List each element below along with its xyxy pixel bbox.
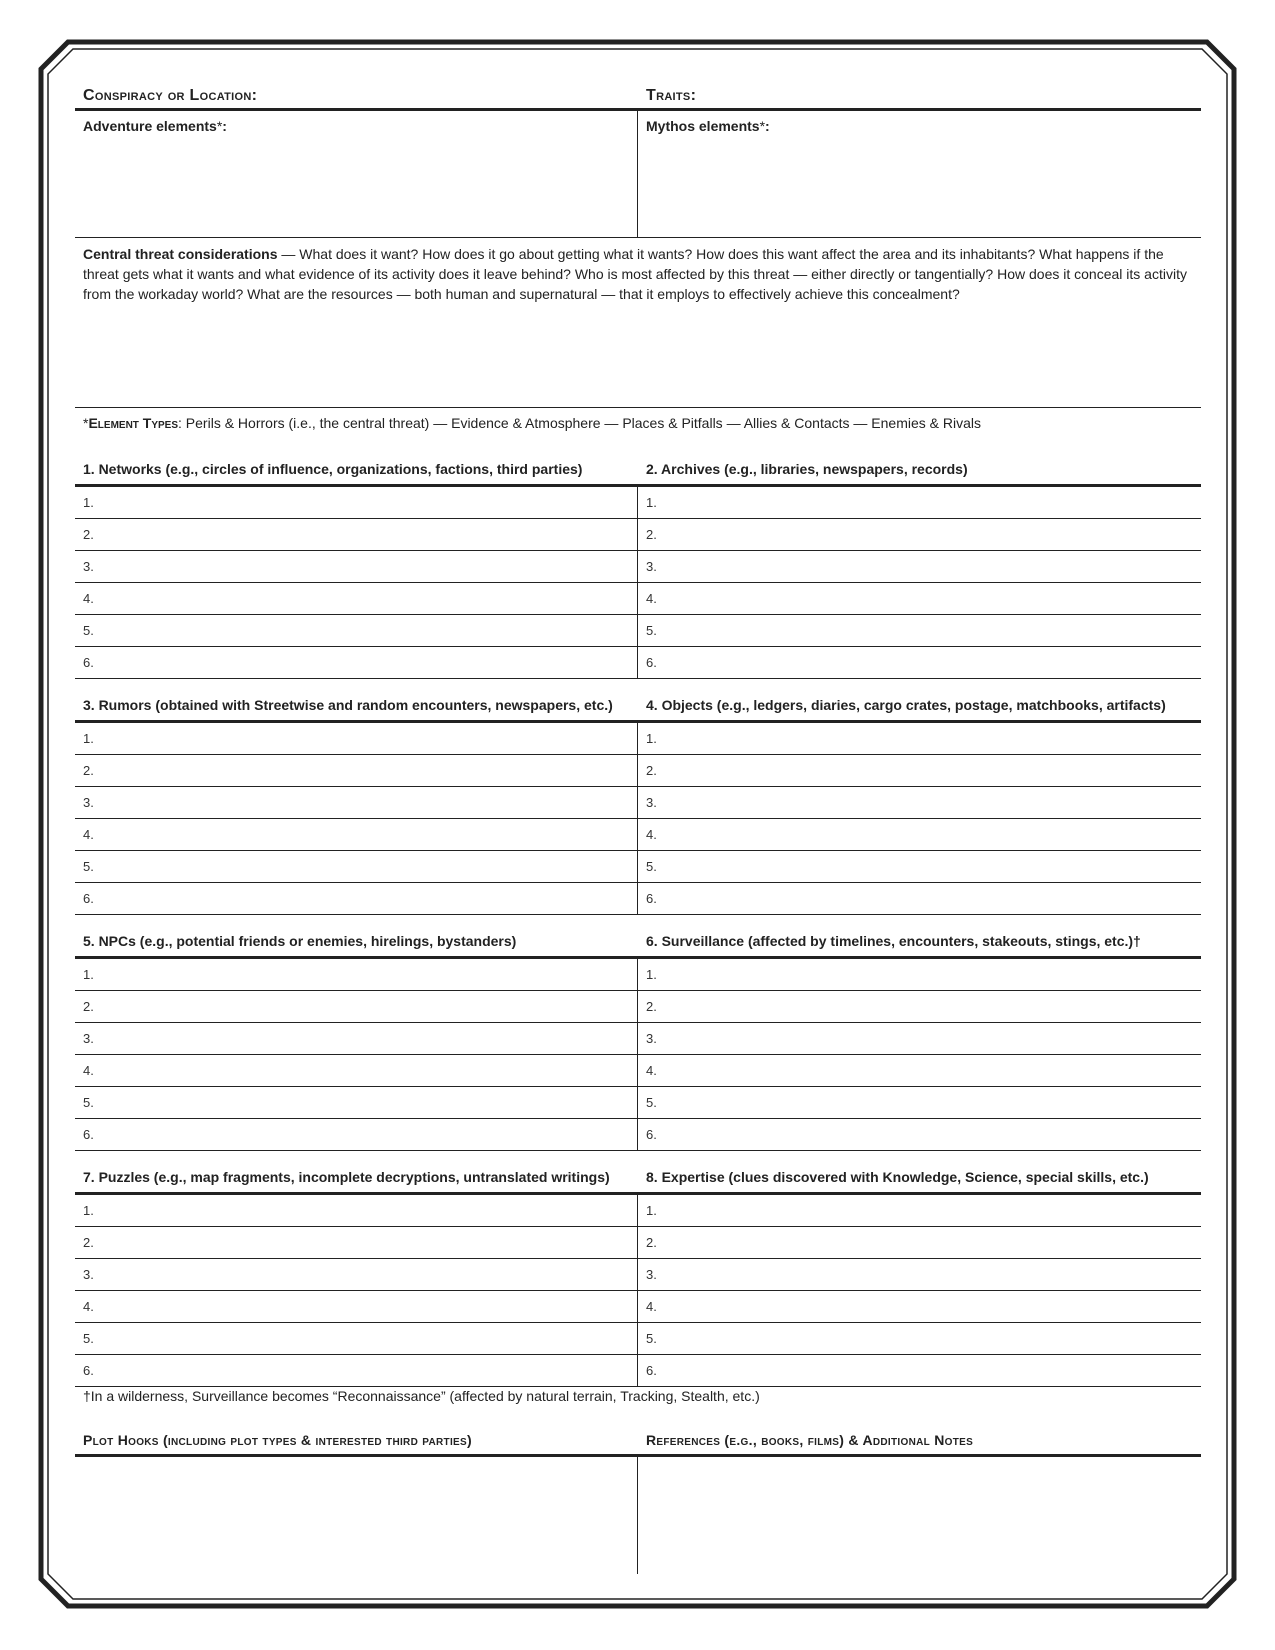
- list-item[interactable]: [75, 1023, 638, 1055]
- list-item[interactable]: [75, 851, 638, 883]
- list-item[interactable]: [75, 787, 638, 819]
- row-number: 1.: [83, 1203, 94, 1218]
- section-title: 6. Surveillance (affected by timelines, encounters, stakeouts, stings, etc.)†: [646, 933, 1141, 949]
- elements-rule: [75, 237, 1201, 238]
- row-number: 1.: [646, 495, 657, 510]
- row-number: 5.: [646, 859, 657, 874]
- list-item[interactable]: [75, 615, 638, 647]
- row-number: 3.: [83, 559, 94, 574]
- list-item[interactable]: [75, 1227, 638, 1259]
- row-number: 5.: [646, 1331, 657, 1346]
- row-number: 2.: [646, 999, 657, 1014]
- references-label: References (e.g., books, films) & Additional Notes: [646, 1432, 974, 1448]
- section-title: 5. NPCs (e.g., potential friends or enemies, hirelings, bystanders): [83, 933, 517, 949]
- list-item[interactable]: [638, 959, 1201, 991]
- row-number: 4.: [646, 1299, 657, 1314]
- row-number: 2.: [646, 527, 657, 542]
- list-item[interactable]: [75, 1087, 638, 1119]
- row-number: 2.: [83, 527, 94, 542]
- section-title: 2. Archives (e.g., libraries, newspapers, records): [646, 461, 968, 477]
- row-number: 6.: [646, 1363, 657, 1378]
- central-threat-field[interactable]: [80, 310, 1198, 405]
- mythos-elements-label: Mythos elements*:: [646, 118, 770, 134]
- row-number: 6.: [83, 891, 94, 906]
- row-number: 5.: [83, 1095, 94, 1110]
- list-item[interactable]: [75, 959, 638, 991]
- traits-label: Traits:: [646, 87, 697, 104]
- list-item[interactable]: [75, 1259, 638, 1291]
- row-number: 3.: [83, 1031, 94, 1046]
- row-number: 6.: [83, 1127, 94, 1142]
- row-number: 1.: [83, 731, 94, 746]
- row-number: 6.: [83, 1363, 94, 1378]
- header-divider: [637, 111, 638, 237]
- row-number: 2.: [83, 763, 94, 778]
- list-item[interactable]: [638, 991, 1201, 1023]
- row-number: 4.: [83, 591, 94, 606]
- row-number: 1.: [83, 967, 94, 982]
- row-rule: [638, 914, 1201, 915]
- list-item[interactable]: [638, 1055, 1201, 1087]
- section-title: 1. Networks (e.g., circles of influence, organizations, factions, third parties): [83, 461, 583, 477]
- row-number: 5.: [83, 1331, 94, 1346]
- list-item[interactable]: [638, 883, 1201, 915]
- section-title: 4. Objects (e.g., ledgers, diaries, cargo crates, postage, matchbooks, artifacts): [646, 697, 1166, 713]
- mythos-elements-field[interactable]: [643, 140, 1198, 235]
- row-number: 5.: [83, 859, 94, 874]
- list-item[interactable]: [638, 487, 1201, 519]
- list-item[interactable]: [75, 583, 638, 615]
- list-item[interactable]: [75, 991, 638, 1023]
- list-item[interactable]: [638, 1259, 1201, 1291]
- list-item[interactable]: [75, 519, 638, 551]
- row-number: 1.: [646, 731, 657, 746]
- list-item[interactable]: [75, 647, 638, 679]
- list-item[interactable]: [638, 1355, 1201, 1387]
- row-number: 6.: [646, 655, 657, 670]
- row-number: 1.: [83, 495, 94, 510]
- section-title: 8. Expertise (clues discovered with Knowledge, Science, special skills, etc.): [646, 1169, 1149, 1185]
- section-title: 7. Puzzles (e.g., map fragments, incomplete decryptions, untranslated writings): [83, 1169, 610, 1185]
- list-item[interactable]: [75, 1195, 638, 1227]
- conspiracy-label: Conspiracy or Location:: [83, 87, 258, 104]
- list-item[interactable]: [638, 583, 1201, 615]
- row-number: 6.: [646, 1127, 657, 1142]
- references-field[interactable]: [643, 1462, 1198, 1570]
- list-item[interactable]: [638, 551, 1201, 583]
- list-item[interactable]: [638, 851, 1201, 883]
- list-item[interactable]: [75, 723, 638, 755]
- conspiracy-field[interactable]: [320, 84, 630, 106]
- row-number: 5.: [646, 623, 657, 638]
- traits-field[interactable]: [720, 84, 1200, 106]
- section-title: 3. Rumors (obtained with Streetwise and random encounters, newspapers, etc.): [83, 697, 613, 713]
- list-item[interactable]: [75, 1323, 638, 1355]
- row-rule: [638, 678, 1201, 679]
- row-number: 6.: [646, 891, 657, 906]
- list-item[interactable]: [638, 723, 1201, 755]
- row-number: 3.: [646, 795, 657, 810]
- header-rule: [75, 108, 1201, 111]
- list-item[interactable]: [75, 1119, 638, 1151]
- element-types-note: *Element Types: Perils & Horrors (i.e., the central threat) — Evidence & Atmosphere — Places & Pitfalls — Allies & Contacts — Enemies & Rivals: [83, 415, 981, 431]
- plot-hooks-field[interactable]: [80, 1462, 630, 1570]
- list-item[interactable]: [638, 819, 1201, 851]
- list-item[interactable]: [75, 551, 638, 583]
- surveillance-footnote: †In a wilderness, Surveillance becomes “Reconnaissance” (affected by natural terrain, Tracking, Stealth, etc.): [83, 1388, 760, 1404]
- row-number: 2.: [646, 1235, 657, 1250]
- row-number: 3.: [646, 1267, 657, 1282]
- row-number: 4.: [83, 1299, 94, 1314]
- row-number: 3.: [83, 795, 94, 810]
- list-item[interactable]: [75, 1291, 638, 1323]
- list-item[interactable]: [75, 1355, 638, 1387]
- footer-divider: [637, 1457, 638, 1574]
- list-item[interactable]: [638, 1087, 1201, 1119]
- list-item[interactable]: [638, 1227, 1201, 1259]
- row-number: 5.: [83, 623, 94, 638]
- row-rule: [638, 1150, 1201, 1151]
- adventure-elements-field[interactable]: [80, 140, 630, 235]
- plot-hooks-label: Plot Hooks (including plot types & interested third parties): [83, 1432, 472, 1448]
- list-item[interactable]: [75, 819, 638, 851]
- central-threat-rule: [75, 407, 1201, 408]
- list-item[interactable]: [638, 1291, 1201, 1323]
- list-item[interactable]: [75, 755, 638, 787]
- row-number: 4.: [646, 591, 657, 606]
- footer-rule: [75, 1454, 1201, 1457]
- list-item[interactable]: [638, 519, 1201, 551]
- list-item[interactable]: [75, 883, 638, 915]
- row-number: 2.: [83, 999, 94, 1014]
- row-number: 3.: [646, 559, 657, 574]
- list-item[interactable]: [638, 647, 1201, 679]
- adventure-elements-label: Adventure elements*:: [83, 118, 227, 134]
- row-rule: [75, 1150, 638, 1151]
- row-number: 6.: [83, 655, 94, 670]
- list-item[interactable]: [638, 1323, 1201, 1355]
- list-item[interactable]: [638, 1119, 1201, 1151]
- list-item[interactable]: [638, 755, 1201, 787]
- row-rule: [638, 1386, 1201, 1387]
- row-rule: [75, 914, 638, 915]
- row-rule: [75, 678, 638, 679]
- row-number: 5.: [646, 1095, 657, 1110]
- list-item[interactable]: [75, 1055, 638, 1087]
- row-number: 4.: [83, 827, 94, 842]
- row-number: 2.: [646, 763, 657, 778]
- row-number: 4.: [646, 1063, 657, 1078]
- row-number: 4.: [83, 1063, 94, 1078]
- list-item[interactable]: [638, 1195, 1201, 1227]
- list-item[interactable]: [638, 1023, 1201, 1055]
- list-item[interactable]: [638, 615, 1201, 647]
- row-number: 3.: [83, 1267, 94, 1282]
- central-threat-text: Central threat considerations — What does it want? How does it go about getting what it wants? How does this want affect the area and its inhabitants? What happens if the threat gets what it wants and what evidence of its activity does it leave behind? Who is most affected by this threat — either directly or tangentially? How does it conceal its activity from the workaday world? What are the resources — both human and supernatural — that it employs to effectively achieve this concealment?: [83, 246, 1187, 302]
- row-rule: [75, 1386, 638, 1387]
- list-item[interactable]: [75, 487, 638, 519]
- row-number: 3.: [646, 1031, 657, 1046]
- row-number: 1.: [646, 967, 657, 982]
- row-number: 4.: [646, 827, 657, 842]
- list-item[interactable]: [638, 787, 1201, 819]
- row-number: 1.: [646, 1203, 657, 1218]
- row-number: 2.: [83, 1235, 94, 1250]
